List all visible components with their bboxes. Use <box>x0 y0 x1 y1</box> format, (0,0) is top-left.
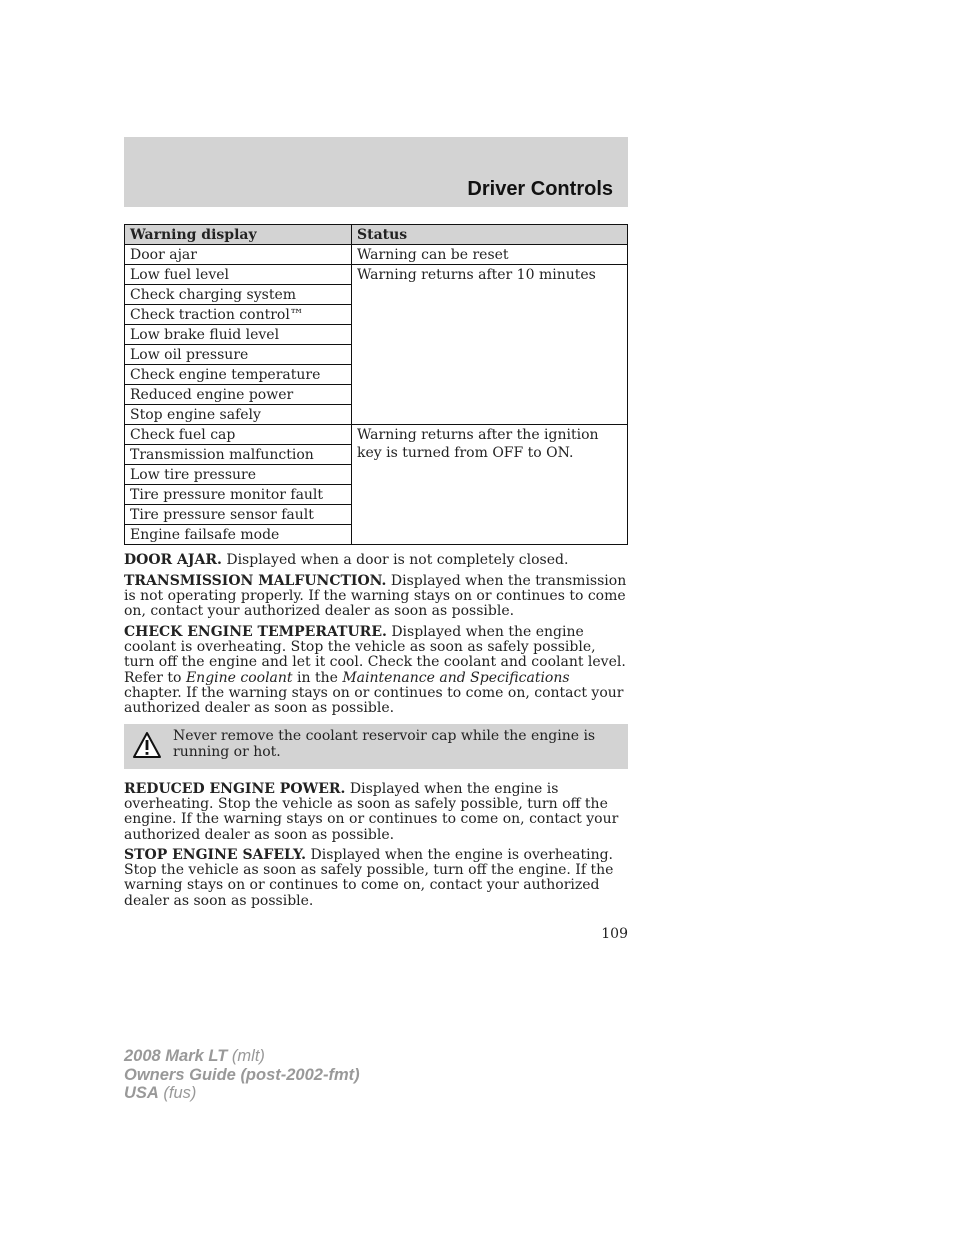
warning-cell: Door ajar <box>125 245 352 265</box>
footer-model: 2008 Mark LT <box>124 1047 228 1065</box>
section-check-engine-temperature <box>124 625 628 716</box>
table-row <box>125 265 628 285</box>
section-heading: TRANSMISSION MALFUNCTION. <box>124 573 387 589</box>
footer-model-code: (mlt) <box>227 1047 265 1065</box>
section-text: Displayed when the engine is overheating. Stop the vehicle as soon as safely possible, turn off the engine. If the warning stays on or continues to come on, contact your authorized dealer as soon as possible. <box>124 847 614 909</box>
page-number: 109 <box>601 926 628 942</box>
section-transmission-malfunction <box>124 574 628 620</box>
warning-triangle-icon <box>132 731 162 759</box>
status-cell: Warning returns after 10 minutes <box>352 265 628 425</box>
warning-cell: Low oil pressure <box>125 345 352 365</box>
status-cell: Warning can be reset <box>352 245 628 265</box>
section-reduced-engine-power <box>124 782 628 843</box>
document-footer <box>124 1047 360 1103</box>
warning-cell: Check traction control™ <box>125 305 352 325</box>
warning-cell: Check fuel cap <box>125 425 352 445</box>
warning-cell: Tire pressure monitor fault <box>125 485 352 505</box>
section-heading: STOP ENGINE SAFELY. <box>124 847 307 863</box>
reference-engine-coolant: Engine coolant <box>185 669 293 686</box>
table-row <box>125 245 628 265</box>
section-heading: DOOR AJAR. <box>124 552 222 568</box>
section-text: Displayed when the transmission is not operating properly. If the warning stays on or continues to come on, contact your authorized dealer as soon as possible. <box>124 573 627 620</box>
section-text: in the <box>292 669 343 686</box>
section-stop-engine-safely <box>124 848 628 909</box>
warning-cell: Check charging system <box>125 285 352 305</box>
warning-cell: Check engine temperature <box>125 365 352 385</box>
warning-display-table <box>124 224 628 545</box>
warning-note-text: Never remove the coolant reservoir cap while the engine is running or hot. <box>173 728 596 760</box>
footer-guide: Owners Guide (post-2002-fmt) <box>124 1065 360 1084</box>
section-heading: REDUCED ENGINE POWER. <box>124 781 346 797</box>
warning-cell: Low tire pressure <box>125 465 352 485</box>
footer-market: USA <box>124 1084 159 1102</box>
warning-cell: Stop engine safely <box>125 405 352 425</box>
warning-cell: Reduced engine power <box>125 385 352 405</box>
warning-cell: Engine failsafe mode <box>125 525 352 545</box>
warning-cell: Low brake fluid level <box>125 325 352 345</box>
section-text: chapter. If the warning stays on or continues to come on, contact your authorized dealer as soon as possible. <box>124 684 624 717</box>
section-heading: CHECK ENGINE TEMPERATURE. <box>124 624 387 640</box>
table-header-row <box>125 225 628 245</box>
footer-market-code: (fus) <box>158 1084 197 1102</box>
section-text: Displayed when the engine is overheating. Stop the vehicle as soon as safely possible, turn off the engine. If the warning stays on or continues to come on, contact your authorized dealer as soon as possible. <box>124 781 619 843</box>
table-row <box>125 425 628 445</box>
warning-note-box <box>124 724 628 769</box>
section-text: Displayed when a door is not completely closed. <box>221 552 569 568</box>
warning-cell: Tire pressure sensor fault <box>125 505 352 525</box>
warning-cell: Transmission malfunction <box>125 445 352 465</box>
column-header-status: Status <box>352 225 628 245</box>
chapter-title: Driver Controls <box>467 178 613 200</box>
reference-chapter: Maintenance and Specifications <box>342 669 570 686</box>
status-cell: Warning returns after the ignition key is turned from OFF to ON. <box>352 425 628 545</box>
column-header-warning-display: Warning display <box>125 225 352 245</box>
warning-cell: Low fuel level <box>125 265 352 285</box>
section-text: Displayed when the engine coolant is overheating. Stop the vehicle as soon as safely possible, turn off the engine and let it cool. Check the coolant and coolant level. Refer to <box>124 624 626 686</box>
chapter-header <box>124 137 628 207</box>
section-door-ajar <box>124 553 628 568</box>
